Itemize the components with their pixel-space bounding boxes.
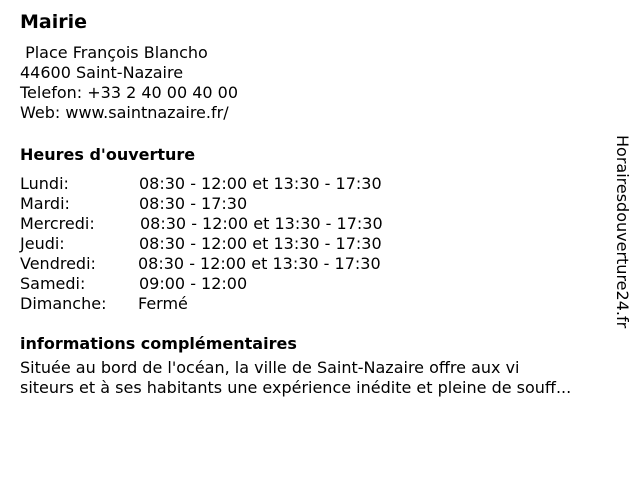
day-label: Vendredi: [20, 254, 96, 273]
hours-heading: Heures d'ouverture [20, 145, 196, 164]
info-heading: informations complémentaires [20, 334, 297, 353]
address-block [20, 43, 238, 123]
day-label: Jeudi: [20, 234, 65, 253]
day-label: Mercredi: [20, 214, 95, 233]
site-watermark: Horairesdouverture24.fr [613, 135, 632, 329]
description-line: Située au bord de l'océan, la ville de Saint-Nazaire offre aux vi [20, 358, 520, 377]
time-value: 08:30 - 12:00 et 13:30 - 17:30 [138, 254, 381, 273]
time-value: Fermé [138, 294, 188, 313]
time-value: 08:30 - 17:30 [139, 194, 248, 213]
description-text [20, 358, 620, 398]
address-city: 44600 Saint-Nazaire [20, 63, 184, 82]
time-value: 08:30 - 12:00 et 13:30 - 17:30 [139, 234, 382, 253]
place-title: Mairie [20, 11, 88, 33]
day-label: Dimanche: [20, 294, 107, 313]
address-street: Place François Blancho [20, 43, 208, 62]
time-value: 08:30 - 12:00 et 13:30 - 17:30 [140, 214, 383, 233]
phone-line: Telefon: +33 2 40 00 40 00 [20, 83, 239, 102]
day-label: Lundi: [20, 174, 69, 193]
day-label: Samedi: [20, 274, 86, 293]
time-value: 08:30 - 12:00 et 13:30 - 17:30 [139, 174, 382, 193]
day-label: Mardi: [20, 194, 70, 213]
description-line: siteurs et à ses habitants une expérience inédite et pleine de souff... [20, 378, 572, 397]
time-value: 09:00 - 12:00 [139, 274, 248, 293]
web-line: Web: www.saintnazaire.fr/ [20, 103, 229, 122]
